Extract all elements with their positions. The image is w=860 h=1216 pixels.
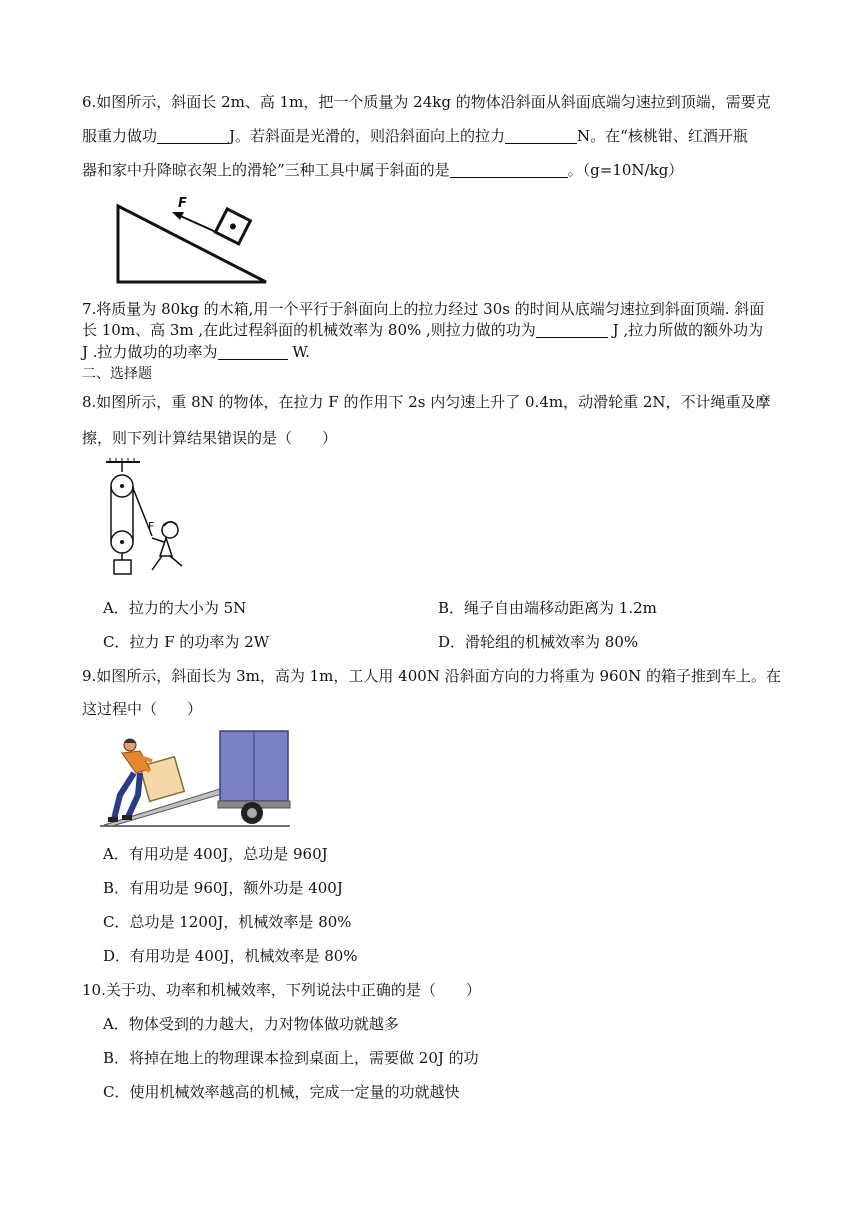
q7-line-2 (82, 320, 763, 340)
incline-figure (112, 194, 272, 286)
section-heading: 二、选择题 (82, 366, 152, 382)
truck-ramp-figure (100, 729, 292, 829)
q7-answer-blank-2[interactable] (218, 343, 288, 360)
q6-answer-blank-1[interactable] (157, 127, 229, 144)
q10-line-1: 10.关于功、功率和机械效率，下列说法中正确的是（ ） (82, 981, 481, 999)
q7-text: J .拉力做功的功率为 (82, 343, 218, 361)
q6-text: 。（g=10N/kg） (567, 161, 684, 179)
q8-option-b[interactable]: B．绳子自由端移动距离为 1.2m (438, 599, 657, 617)
q9-line-2: 这过程中（ ） (82, 700, 203, 718)
q7-answer-blank-1[interactable] (536, 321, 608, 338)
force-label-f: F (178, 196, 187, 211)
q7-line-1: 7.将质量为 80kg 的木箱,用一个平行于斜面向上的拉力经过 30s 的时间从底端匀速拉到斜面顶端. 斜面 (82, 300, 765, 318)
q7-line-3 (82, 342, 310, 362)
q10-option-c[interactable]: C．使用机械效率越高的机械，完成一定量的功就越快 (103, 1083, 460, 1101)
q10-option-b[interactable]: B．将掉在地上的物理课本捡到桌面上，需要做 20J 的功 (103, 1049, 479, 1067)
q9-option-b[interactable]: B．有用功是 960J，额外功是 400J (103, 879, 343, 897)
q6-line-3 (82, 160, 683, 180)
q10-option-a[interactable]: A．物体受到的力越大，力对物体做功就越多 (103, 1015, 399, 1033)
q9-line-1: 9.如图所示，斜面长为 3m，高为 1m，工人用 400N 沿斜面方向的力将重为 960N 的箱子推到车上。在 (82, 667, 781, 685)
q6-text: N。在“核桃钳、红酒开瓶 (577, 127, 748, 145)
q9-option-a[interactable]: A．有用功是 400J，总功是 960J (103, 845, 328, 863)
force-label-f: F (148, 520, 155, 533)
q6-line-1: 6.如图所示，斜面长 2m、高 1m，把一个质量为 24kg 的物体沿斜面从斜面底端匀速拉到顶端，需要克 (82, 93, 771, 111)
q7-text: 长 10m、高 3m ,在此过程斜面的机械效率为 80% ,则拉力做的功为 (82, 321, 536, 339)
q8-option-a[interactable]: A．拉力的大小为 5N (103, 599, 247, 617)
q6-text: J。若斜面是光滑的，则沿斜面向上的拉力 (229, 127, 506, 145)
q8-option-c[interactable]: C．拉力 F 的功率为 2W (103, 633, 270, 651)
q9-option-d[interactable]: D．有用功是 400J，机械效率是 80% (103, 947, 358, 965)
q8-line-2: 擦，则下列计算结果错误的是（ ） (82, 429, 338, 447)
q6-answer-blank-3[interactable] (450, 161, 568, 178)
q7-text: W. (287, 343, 310, 361)
pulley-figure (102, 458, 192, 580)
q6-answer-blank-2[interactable] (505, 127, 577, 144)
q8-line-1: 8.如图所示，重 8N 的物体，在拉力 F 的作用下 2s 内匀速上升了 0.4m，动滑轮重 2N，不计绳重及摩 (82, 393, 771, 411)
q8-option-d[interactable]: D．滑轮组的机械效率为 80% (438, 633, 639, 651)
q9-option-c[interactable]: C．总功是 1200J，机械效率是 80% (103, 913, 352, 931)
q7-text: J ,拉力所做的额外功为 (607, 321, 764, 339)
q6-text: 服重力做功 (82, 127, 158, 145)
q6-line-2 (82, 126, 748, 146)
q6-text: 器和家中升降晾衣架上的滑轮”三种工具中属于斜面的是 (82, 161, 450, 179)
